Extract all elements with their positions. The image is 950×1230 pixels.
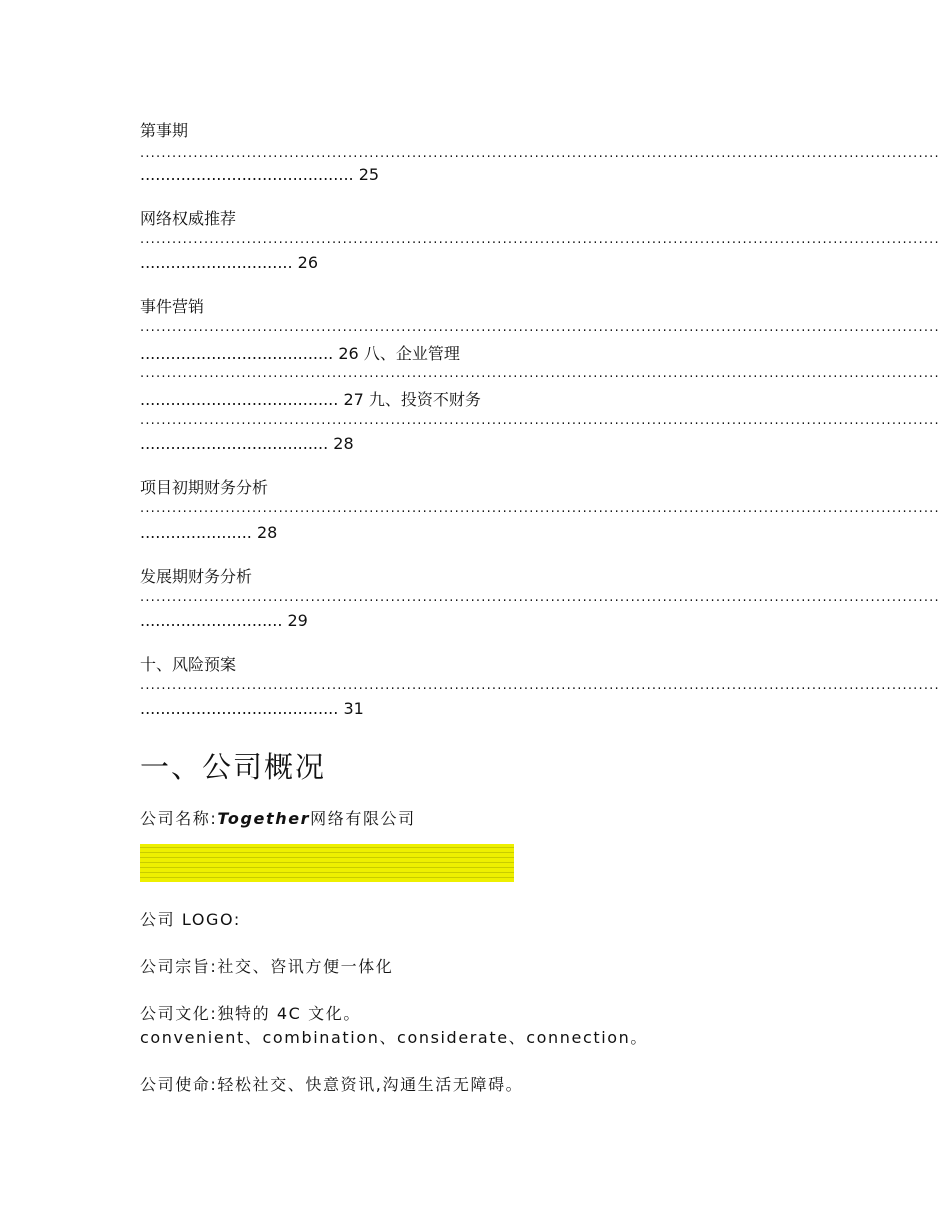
toc-page-number: 26: [338, 344, 359, 363]
toc-leader-end: ....................................... 27 九、投资不财务: [140, 390, 481, 409]
toc-leader: ......................................................................................................................................................: [140, 590, 940, 605]
toc-inline-title: 九、投资不财务: [368, 390, 481, 409]
toc-leader-end: .......................................... 25: [140, 165, 380, 184]
company-brand: Together: [217, 809, 311, 828]
toc-leader: ......................................................................................................................................................: [140, 232, 940, 247]
toc-page-number: 31: [343, 699, 364, 718]
section-heading: 一、公司概况: [140, 750, 327, 784]
toc-leader: ......................................................................................................................................................: [140, 320, 940, 335]
company-name-line: [140, 806, 416, 829]
company-culture: 公司文化:独特的 4C 文化。: [140, 1004, 361, 1023]
company-name-suffix: 网络有限公司: [310, 809, 416, 828]
toc-leader-end: ..................................... 28: [140, 434, 354, 453]
company-name-label: 公司名称:: [140, 809, 218, 828]
toc-title: 十、风险预案: [140, 655, 237, 674]
toc-inline-title: 八、企业管理: [363, 344, 460, 363]
toc-title: 第事期: [140, 121, 189, 140]
toc-leader: ......................................................................................................................................................: [140, 146, 940, 161]
toc-title: 项目初期财务分析: [140, 478, 269, 497]
company-culture-4c: convenient、combination、considerate、connection。: [140, 1028, 649, 1047]
toc-title: 事件营销: [140, 297, 205, 316]
toc-leader: ......................................................................................................................................................: [140, 366, 940, 381]
toc-page-number: 29: [287, 611, 308, 630]
toc-leader: ......................................................................................................................................................: [140, 501, 940, 516]
toc-page-number: 28: [256, 523, 278, 542]
toc-leader-end: .............................. 26: [140, 253, 319, 272]
toc-leader-end: ............................ 29: [140, 611, 308, 630]
toc-leader-end: ....................................... 31: [140, 699, 364, 718]
company-logo-label: 公司 LOGO:: [140, 910, 241, 929]
toc-page-number: 26: [297, 253, 319, 272]
toc-title: 网络权威推荐: [140, 209, 237, 228]
company-purpose: 公司宗旨:社交、咨讯方便一体化: [140, 957, 394, 976]
toc-page-number: 28: [333, 434, 354, 453]
toc-page-number: 27: [343, 390, 364, 409]
toc-leader-end: ...................... 28: [140, 523, 278, 542]
toc-leader: ......................................................................................................................................................: [140, 413, 940, 428]
company-mission: 公司使命:轻松社交、快意资讯,沟通生活无障碍。: [140, 1075, 524, 1094]
logo-image-band: [140, 844, 514, 882]
toc-leader-end: ...................................... 26 八、企业管理: [140, 344, 460, 363]
toc-title: 发展期财务分析: [140, 567, 253, 586]
toc-page-number: 25: [358, 165, 380, 184]
toc-leader: ......................................................................................................................................................: [140, 678, 940, 693]
